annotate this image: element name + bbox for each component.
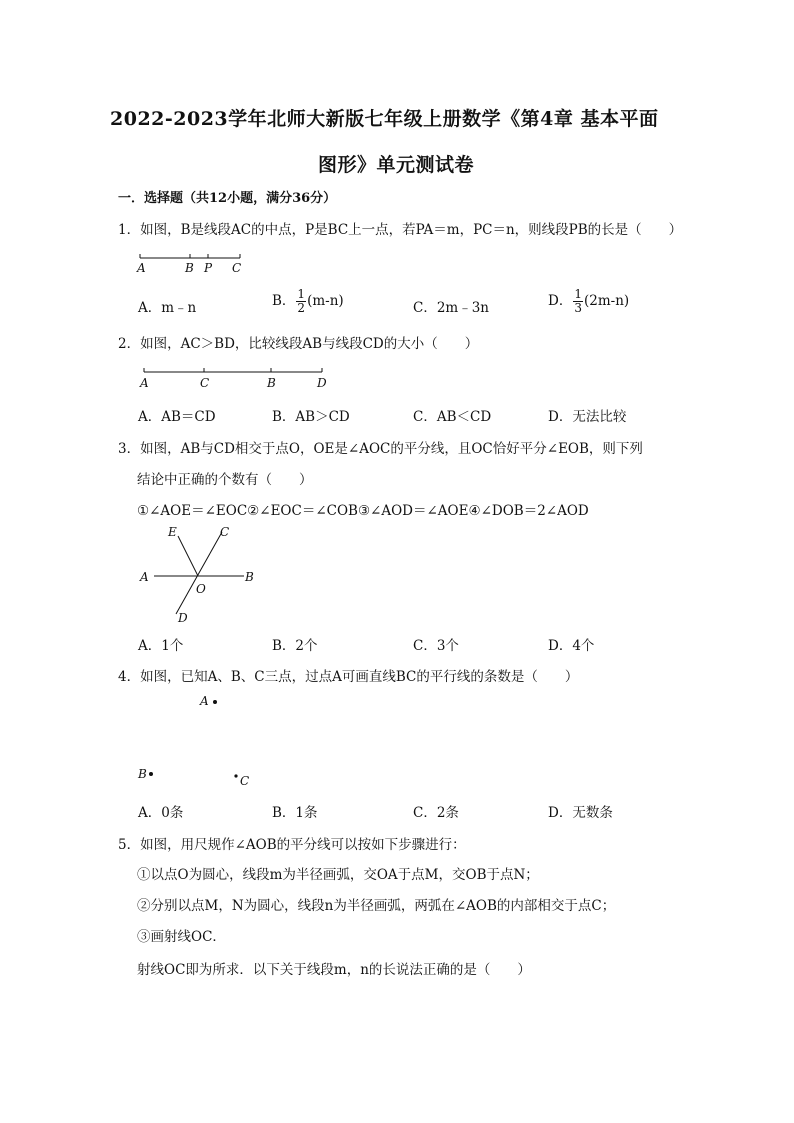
q2-stem: 2．如图，AC＞BD，比较线段AB与线段CD的大小（ ） xyxy=(118,336,479,352)
q4-stem: 4．如图，已知A、B、C三点，过点A可画直线BC的平行线的条数是（ ） xyxy=(118,669,579,685)
q1-option-b[interactable]: B． $\frac{1}{2}$ (m-n) xyxy=(272,287,344,315)
q2-option-b[interactable]: B．AB＞CD xyxy=(272,409,350,425)
q3-label-e: E xyxy=(168,525,177,539)
q1-segment-figure xyxy=(130,248,260,278)
q4-label-a: A xyxy=(200,694,209,708)
q3-angle-figure xyxy=(136,522,266,626)
q3-option-d[interactable]: D．4个 xyxy=(548,638,595,654)
q4-option-d[interactable]: D．无数条 xyxy=(548,805,613,821)
q4-label-c: C xyxy=(240,774,250,788)
q1-stem: 1．如图，B是线段AC的中点，P是BC上一点，若PA＝m，PC＝n，则线段PB的长是（ ） xyxy=(118,222,683,238)
q3-option-a[interactable]: A．1个 xyxy=(138,638,184,654)
q2-label-a: A xyxy=(140,376,149,390)
q1-label-b: B xyxy=(185,261,194,275)
doc-title-line2: 图形》单元测试卷 xyxy=(318,154,475,176)
q4-option-b[interactable]: B．1条 xyxy=(272,805,318,821)
q2-label-b: B xyxy=(267,376,276,390)
q3-stem-line1: 3．如图，AB与CD相交于点O，OE是∠AOC的平分线，且OC恰好平分∠EOB，则下列 xyxy=(118,441,643,457)
q3-label-o: O xyxy=(196,582,206,596)
q5-step2: ②分别以点M，N为圆心，线段n为半径画弧，两弧在∠AOB的内部相交于点C； xyxy=(137,898,616,914)
q4-points-figure xyxy=(134,688,264,792)
q2-label-c: C xyxy=(200,376,210,390)
q2-option-c[interactable]: C．AB＜CD xyxy=(413,409,492,425)
q4-label-b: B xyxy=(138,767,147,781)
q2-option-a[interactable]: A．AB＝CD xyxy=(138,409,216,425)
q5-step3: ③画射线OC． xyxy=(137,929,226,945)
q3-statements: ①∠AOE＝∠EOC②∠EOC＝∠COB③∠AOD＝∠AOE④∠DOB＝2∠AOD xyxy=(137,503,589,519)
q3-option-b[interactable]: B．2个 xyxy=(272,638,318,654)
q4-option-a[interactable]: A．0条 xyxy=(138,805,184,821)
q1-label-p: P xyxy=(204,261,213,275)
q1-label-a: A xyxy=(137,261,146,275)
q1-option-c[interactable]: C．2m﹣3n xyxy=(413,300,490,316)
q5-step1: ①以点O为圆心，线段m为半径画弧，交OA于点M，交OB于点N； xyxy=(137,867,539,883)
doc-title-line1: 2022-2023学年北师大新版七年级上册数学《第4章 基本平面 xyxy=(110,108,659,130)
q1-option-a[interactable]: A．m﹣n xyxy=(138,300,197,316)
q1-label-c: C xyxy=(232,261,242,275)
q2-label-d: D xyxy=(317,376,327,390)
section-heading: 一．选择题（共12小题，满分36分） xyxy=(118,191,337,206)
q5-question: 射线OC即为所求．以下关于线段m，n的长说法正确的是（ ） xyxy=(137,962,531,978)
q3-label-a: A xyxy=(140,570,149,584)
q2-option-d[interactable]: D．无法比较 xyxy=(548,409,627,425)
q1-option-d[interactable]: D． $\frac{1}{3}$ (2m-n) xyxy=(548,287,630,315)
q5-stem: 5．如图，用尺规作∠AOB的平分线可以按如下步骤进行： xyxy=(118,837,466,853)
q3-stem-line2: 结论中正确的个数有（ ） xyxy=(137,472,313,488)
q3-label-b: B xyxy=(245,570,254,584)
q3-label-d: D xyxy=(178,611,188,625)
q4-option-c[interactable]: C．2条 xyxy=(413,805,459,821)
q3-label-c: C xyxy=(220,525,230,539)
q2-segment-figure xyxy=(134,362,344,392)
q3-option-c[interactable]: C．3个 xyxy=(413,638,459,654)
